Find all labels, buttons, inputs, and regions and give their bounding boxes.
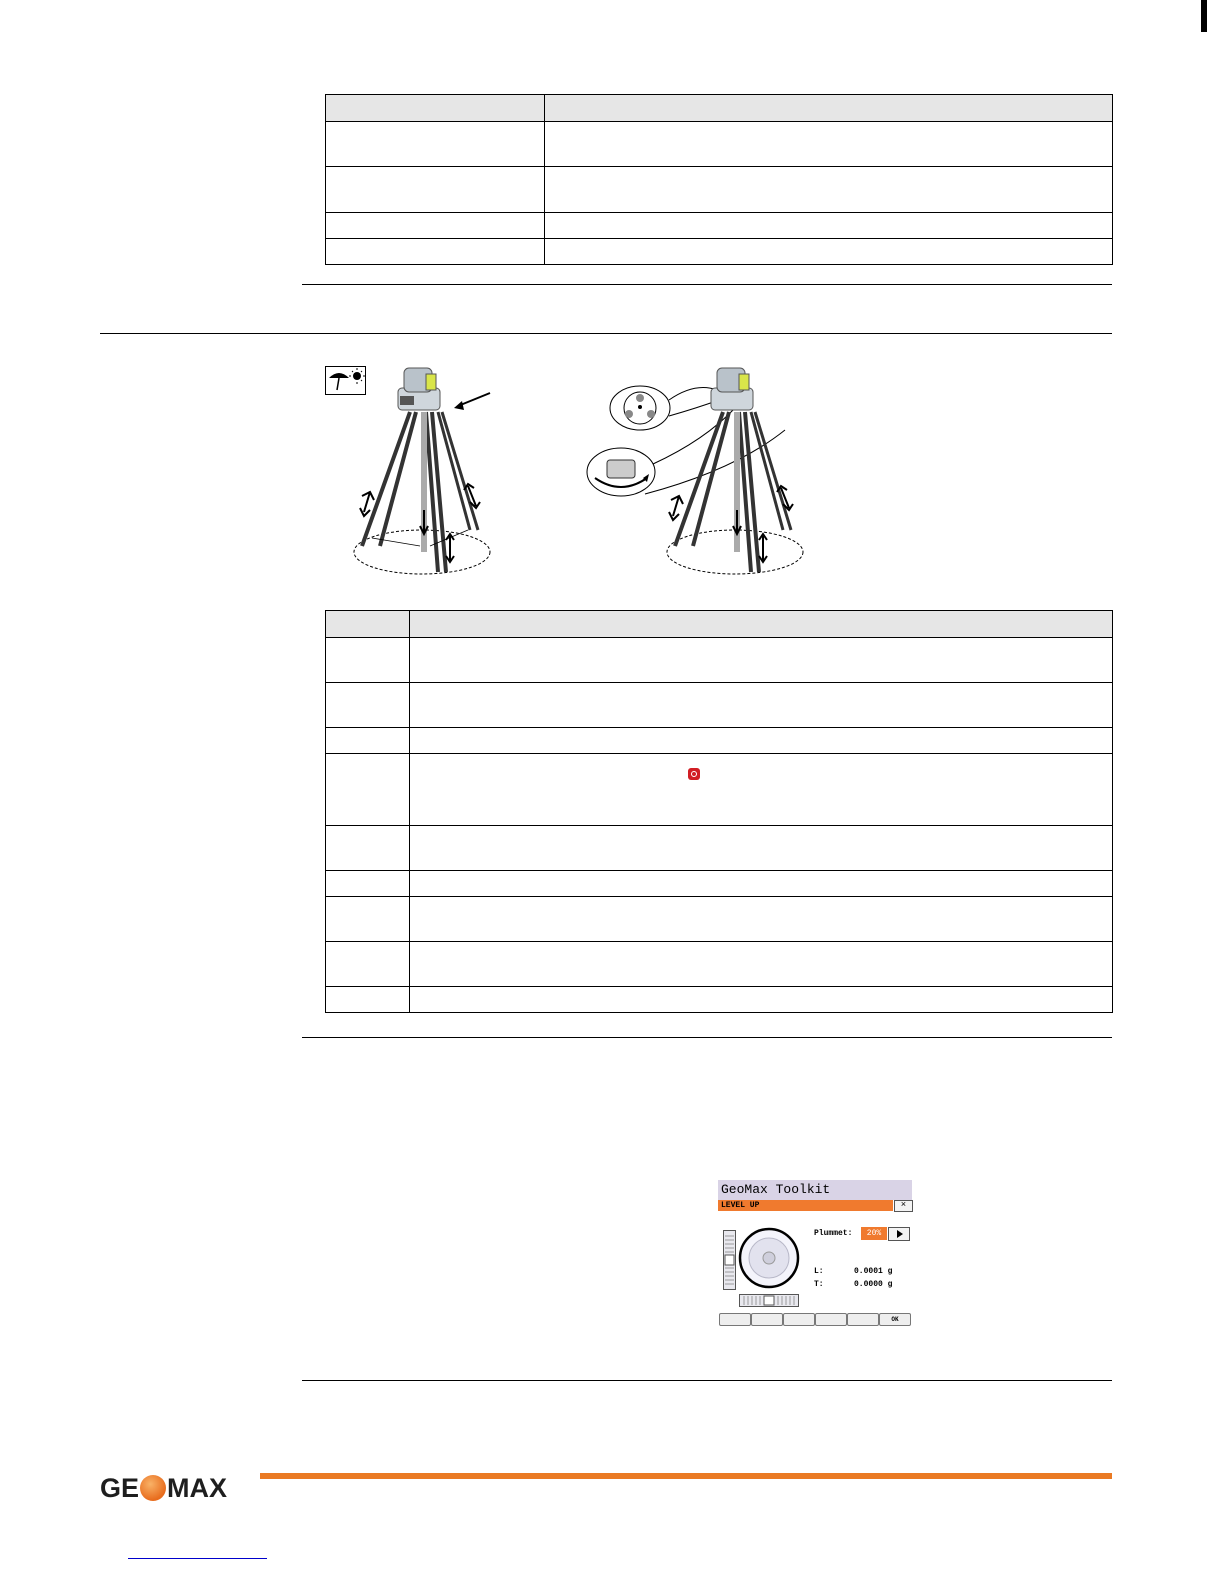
softkey-f4[interactable]: [815, 1313, 847, 1326]
screen-title: GeoMax Toolkit: [718, 1180, 912, 1200]
table-row: [326, 897, 1113, 942]
ok-button[interactable]: OK: [879, 1313, 911, 1326]
t-value: 0.0000 g: [854, 1280, 893, 1289]
softkey-f3[interactable]: [783, 1313, 815, 1326]
table-header-row: [326, 611, 1113, 638]
plummet-next-arrow-icon[interactable]: [888, 1227, 910, 1241]
table-row: [326, 728, 1113, 754]
table-row: [326, 239, 1113, 265]
footer-accent-bar: [260, 1473, 1112, 1479]
table-row: [326, 122, 1113, 167]
section-divider: [302, 1380, 1112, 1381]
softkey-f1[interactable]: [719, 1313, 751, 1326]
table-row: [326, 754, 1113, 826]
section-divider-full: [100, 333, 1112, 334]
setup-steps-table: [325, 610, 1113, 1013]
toolkit-screen: [718, 1180, 912, 1327]
plummet-intensity-value[interactable]: 20%: [861, 1227, 887, 1240]
softkey-f5[interactable]: [847, 1313, 879, 1326]
table-row: [326, 942, 1113, 987]
table-header-row: [326, 95, 1113, 122]
table-row: [326, 826, 1113, 871]
section-divider: [302, 284, 1112, 285]
table-row: [326, 683, 1113, 728]
softkey-f2[interactable]: [751, 1313, 783, 1326]
table-row: [326, 213, 1113, 239]
footer-link-underline[interactable]: [128, 1558, 267, 1559]
table-row: [326, 638, 1113, 683]
top-table: [325, 94, 1113, 265]
power-button-icon: [688, 768, 700, 780]
circular-level-bubble: [738, 1226, 800, 1290]
globe-logo-icon: [140, 1475, 166, 1501]
vertical-level-vial: [723, 1230, 736, 1290]
close-button[interactable]: ×: [894, 1200, 913, 1212]
geomax-logo: [100, 1473, 227, 1504]
plummet-label: Plummet:: [814, 1229, 853, 1238]
section-divider: [302, 1037, 1112, 1038]
logo-text-right: MAX: [167, 1473, 228, 1503]
screen-subtitle-bar: LEVEL UP: [718, 1200, 893, 1211]
page-tab-marker: [1201, 0, 1207, 32]
leveling-illustration: [585, 360, 810, 578]
l-label: L:: [814, 1267, 824, 1276]
tripod-setup-illustration: [350, 360, 500, 578]
l-value: 0.0001 g: [854, 1267, 893, 1276]
table-row: [326, 167, 1113, 213]
logo-text-left: GE: [100, 1473, 140, 1503]
table-row: [326, 987, 1113, 1013]
table-row: [326, 871, 1113, 897]
t-label: T:: [814, 1280, 824, 1289]
horizontal-level-vial: [739, 1294, 799, 1307]
